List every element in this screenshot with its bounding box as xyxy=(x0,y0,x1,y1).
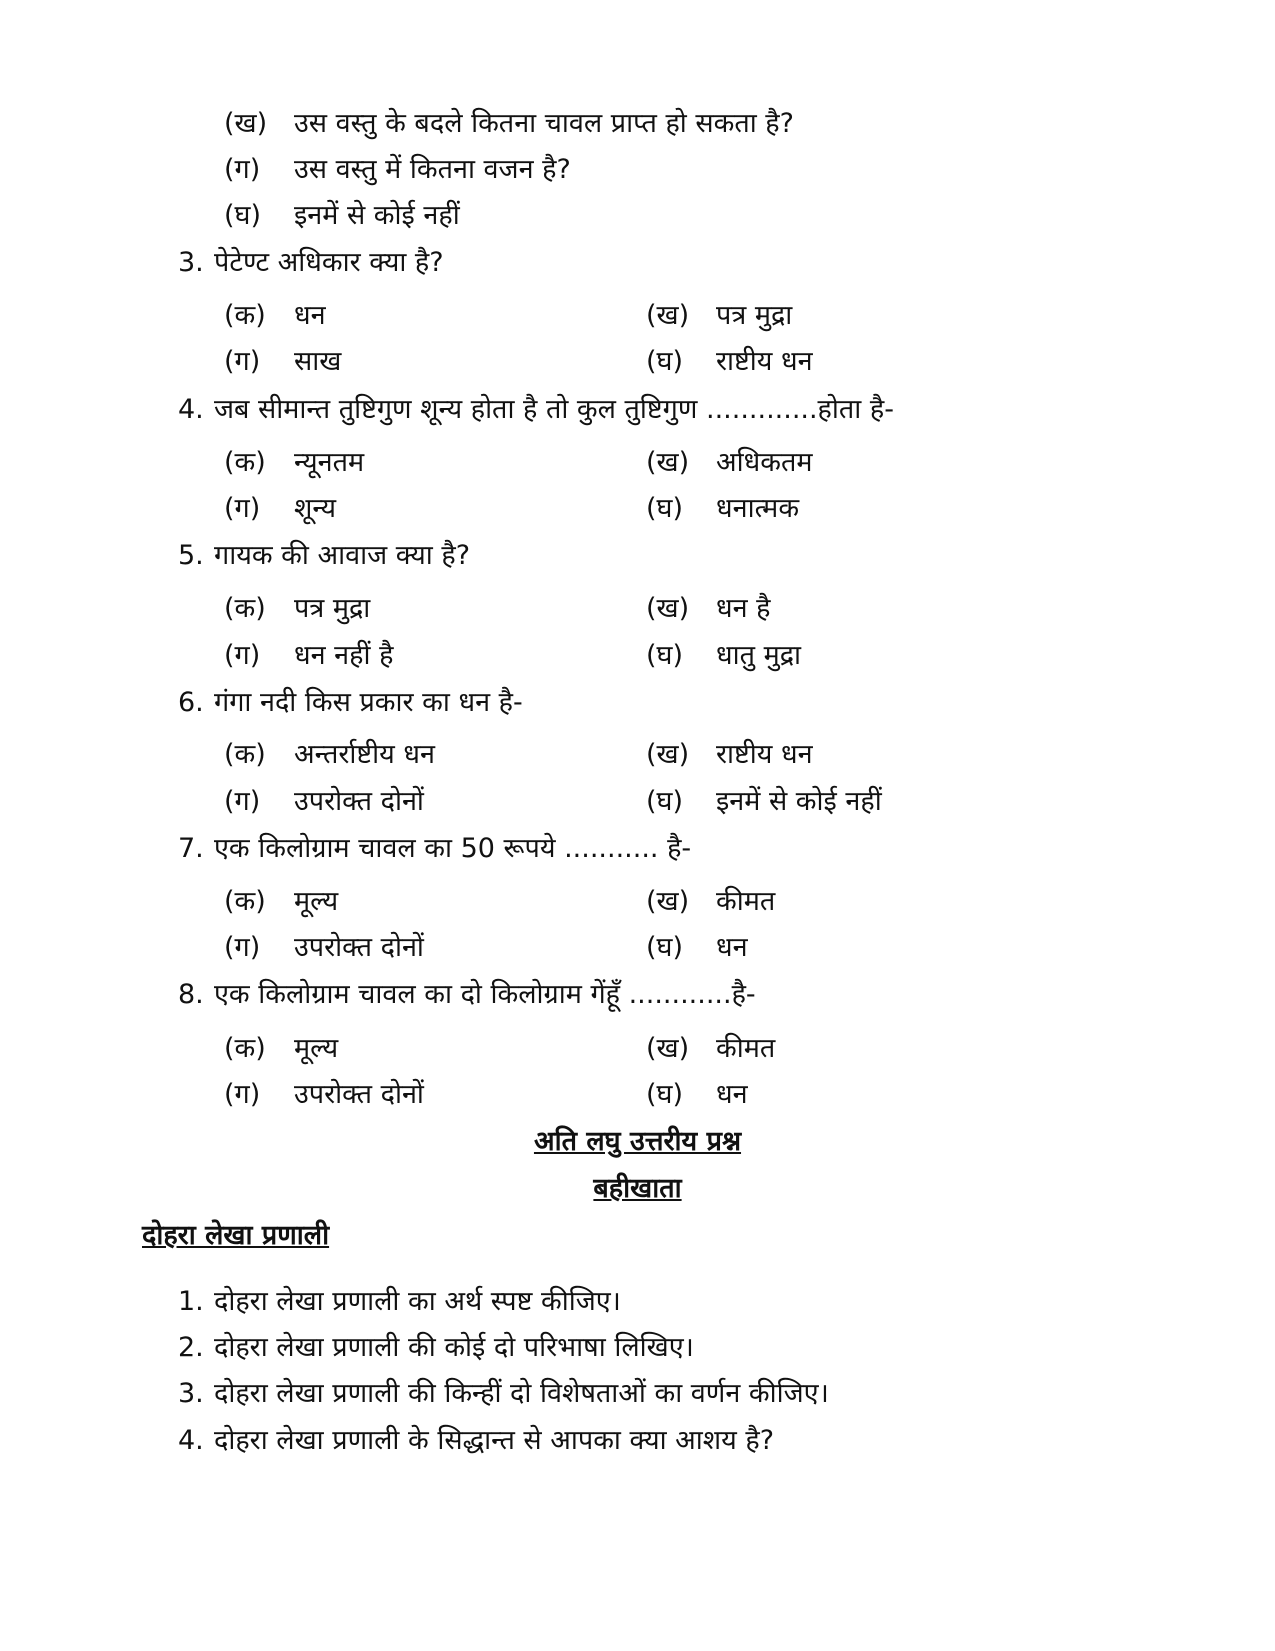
question-text: दोहरा लेखा प्रणाली की कोई दो परिभाषा लिखिए। xyxy=(214,1332,694,1363)
option-b xyxy=(646,884,775,920)
question-text: गायक की आवाज क्या है? xyxy=(214,540,471,571)
option-text: मूल्य xyxy=(294,1033,339,1064)
option-label: (क) xyxy=(224,447,266,478)
option-label: (घ) xyxy=(646,493,684,524)
question-stem xyxy=(178,392,894,428)
option-d xyxy=(646,491,799,527)
option-d xyxy=(646,930,748,966)
option-b xyxy=(646,445,813,481)
option-text: इनमें से कोई नहीं xyxy=(716,786,882,817)
option-d xyxy=(646,1077,748,1113)
option-text: धन xyxy=(294,300,326,331)
option-label: (घ) xyxy=(646,640,684,671)
option-text: शून्य xyxy=(294,493,336,524)
question-stem xyxy=(178,831,691,867)
option-label: (ग) xyxy=(224,932,261,963)
option-text: अन्तर्राष्टीय धन xyxy=(294,739,435,770)
option-label: (ख) xyxy=(646,886,690,917)
option-d xyxy=(646,638,801,674)
option-a xyxy=(224,591,370,627)
option-text: उस वस्तु में कितना वजन है? xyxy=(294,154,571,185)
short-question xyxy=(178,1284,621,1320)
option-label: (ग) xyxy=(224,493,261,524)
option-text: धन xyxy=(716,932,748,963)
option-a xyxy=(224,737,435,773)
option-a xyxy=(224,298,326,334)
question-text: एक किलोग्राम चावल का 50 रूपये ........... है- xyxy=(214,833,692,864)
option-text: उपरोक्त दोनों xyxy=(294,786,424,817)
question-stem xyxy=(178,538,470,574)
option-text: साख xyxy=(294,346,342,377)
short-question xyxy=(178,1376,829,1412)
option-text: धातु मुद्रा xyxy=(716,640,802,671)
option-label: (क) xyxy=(224,886,266,917)
short-question xyxy=(178,1423,774,1459)
question-stem xyxy=(178,977,756,1013)
question-number: 8. xyxy=(178,979,204,1010)
question-number: 2. xyxy=(178,1332,204,1363)
option-c xyxy=(224,930,424,966)
option-label: (क) xyxy=(224,739,266,770)
option-a xyxy=(224,884,338,920)
subject-heading: बहीखाता xyxy=(593,1173,682,1204)
option-d xyxy=(646,784,882,820)
question-number: 3. xyxy=(178,247,204,278)
option-label: (घ) xyxy=(224,200,262,231)
option-text: धन xyxy=(716,1079,748,1110)
option-label: (क) xyxy=(224,593,266,624)
option-text: उपरोक्त दोनों xyxy=(294,1079,424,1110)
question-number: 7. xyxy=(178,833,204,864)
option-label: (ग) xyxy=(224,640,261,671)
option-label: (ग) xyxy=(224,786,261,817)
option-label: (ख) xyxy=(646,1033,690,1064)
question-text: दोहरा लेखा प्रणाली की किन्हीं दो विशेषताओं का वर्णन कीजिए। xyxy=(214,1378,829,1409)
option-label: (घ) xyxy=(646,346,684,377)
question-number: 5. xyxy=(178,540,204,571)
section-heading: अति लघु उत्तरीय प्रश्न xyxy=(533,1126,742,1157)
option-label: (घ) xyxy=(646,1079,684,1110)
option-text: धन नहीं है xyxy=(294,640,394,671)
option-text: उस वस्तु के बदले कितना चावल प्राप्त हो सकता है? xyxy=(294,108,794,139)
option-text: कीमत xyxy=(716,1033,776,1064)
option-label: (ख) xyxy=(646,300,690,331)
option-text: राष्टीय धन xyxy=(716,739,813,770)
option-text: न्यूनतम xyxy=(294,447,365,478)
option-label: (क) xyxy=(224,300,266,331)
option-text: इनमें से कोई नहीं xyxy=(294,200,460,231)
question-number: 4. xyxy=(178,1425,204,1456)
option-label: (ग) xyxy=(224,154,261,185)
question-stem xyxy=(178,245,444,281)
option-text: कीमत xyxy=(716,886,776,917)
option-text: धनात्मक xyxy=(716,493,800,524)
option-label: (ख) xyxy=(646,593,690,624)
option-label: (ग) xyxy=(224,1079,261,1110)
option-c xyxy=(224,491,336,527)
question-text: दोहरा लेखा प्रणाली का अर्थ स्पष्ट कीजिए। xyxy=(214,1286,621,1317)
question-number: 1. xyxy=(178,1286,204,1317)
option-a xyxy=(224,445,364,481)
option-b xyxy=(646,737,813,773)
option-a xyxy=(224,1031,338,1067)
topic-heading: दोहरा लेखा प्रणाली xyxy=(142,1220,330,1251)
option-label: (ख) xyxy=(646,739,690,770)
option-row xyxy=(224,106,794,142)
question-text: जब सीमान्त तुष्टिगुण शून्य होता है तो कुल तुष्टिगुण .............होता है- xyxy=(214,394,894,425)
option-label: (घ) xyxy=(646,786,684,817)
option-label: (ख) xyxy=(224,108,268,139)
option-text: उपरोक्त दोनों xyxy=(294,932,424,963)
option-b xyxy=(646,591,771,627)
option-c xyxy=(224,1077,424,1113)
short-question xyxy=(178,1330,694,1366)
option-row xyxy=(224,198,460,234)
option-label: (घ) xyxy=(646,932,684,963)
question-text: पेटेण्ट अधिकार क्या है? xyxy=(214,247,444,278)
option-text: पत्र मुद्रा xyxy=(716,300,793,331)
question-number: 4. xyxy=(178,394,204,425)
option-text: अधिकतम xyxy=(716,447,813,478)
question-number: 3. xyxy=(178,1378,204,1409)
option-label: (ग) xyxy=(224,346,261,377)
question-text: दोहरा लेखा प्रणाली के सिद्धान्त से आपका क्या आशय है? xyxy=(214,1425,775,1456)
option-b xyxy=(646,1031,775,1067)
option-label: (क) xyxy=(224,1033,266,1064)
option-text: मूल्य xyxy=(294,886,339,917)
question-text: गंगा नदी किस प्रकार का धन है- xyxy=(214,687,523,718)
option-label: (ख) xyxy=(646,447,690,478)
option-c xyxy=(224,784,424,820)
option-d xyxy=(646,344,813,380)
option-text: पत्र मुद्रा xyxy=(294,593,371,624)
option-b xyxy=(646,298,792,334)
option-text: राष्टीय धन xyxy=(716,346,813,377)
question-text: एक किलोग्राम चावल का दो किलोग्राम गेंहूँ ............है- xyxy=(214,979,756,1010)
option-c xyxy=(224,344,341,380)
option-row xyxy=(224,152,571,188)
question-stem xyxy=(178,685,523,721)
option-text: धन है xyxy=(716,593,771,624)
option-c xyxy=(224,638,393,674)
question-number: 6. xyxy=(178,687,204,718)
